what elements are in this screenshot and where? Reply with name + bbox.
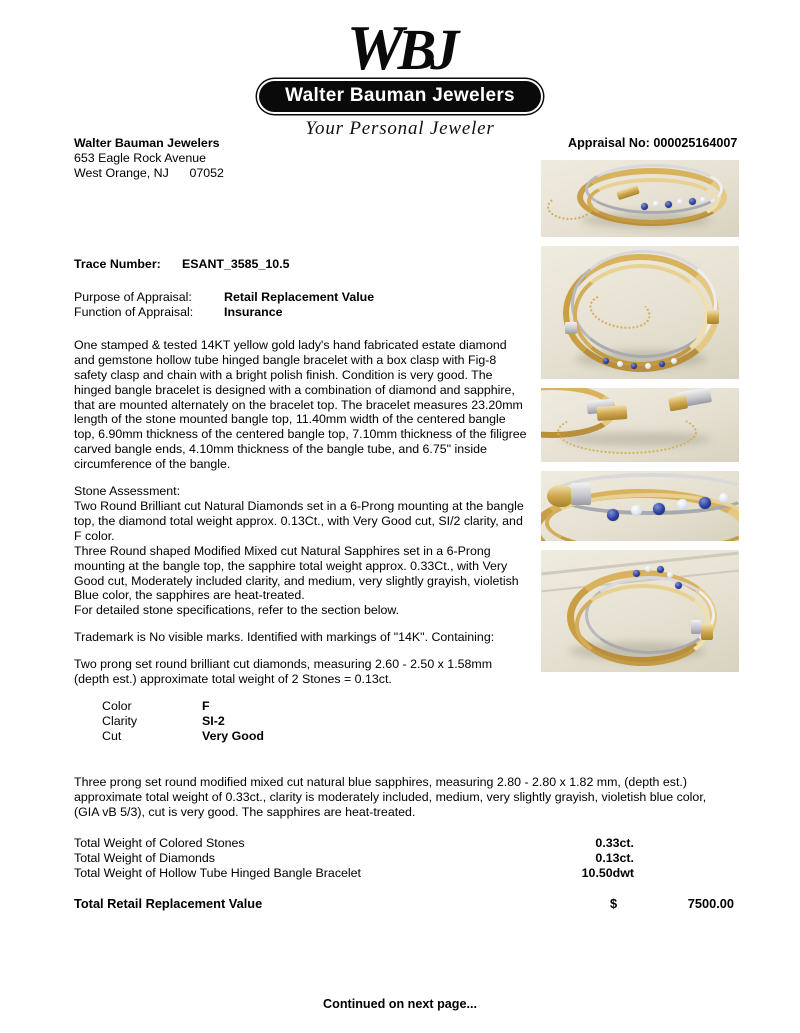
table-row xyxy=(102,714,529,729)
total-label: Total Weight of Hollow Tube Hinged Bangle Bracelet xyxy=(74,865,361,880)
stone-assessment-diamonds: Two Round Brilliant cut Natural Diamonds set in a 6-Prong mounting at the bangle top, the diamond total weight approx. 0.13Ct., with Very Good cut, SI/2 clarity, and F color. xyxy=(74,499,524,543)
table-row xyxy=(102,729,529,744)
photo-bangle-full-circle xyxy=(541,246,739,379)
total-value: 0.33ct. xyxy=(595,836,634,850)
spec-value: SI-2 xyxy=(202,713,225,728)
function-label: Function of Appraisal: xyxy=(74,305,194,320)
grand-total-currency: $ xyxy=(610,896,618,911)
logo-monogram-b: B xyxy=(397,17,431,82)
grand-total-label: Total Retail Replacement Value xyxy=(74,896,263,911)
table-row xyxy=(102,699,529,714)
function-value: Insurance xyxy=(224,305,283,320)
trace-number-value: ESANT_3585_10.5 xyxy=(182,257,290,272)
item-description: One stamped & tested 14KT yellow gold lady's hand fabricated estate diamond and gemstone hollow tube hinged bangle bracelet with a box clasp with Fig-8 safety clasp and chain with a bright polish finish. Condition is very good. The hinged bangle bracelet is designed with a combination of diamond and sapphire, that are mounted alternately on the bracelet top. The bracelet measures 23.20mm length of the stone mounted bangle top, 11.40mm width of the centered bangle top, 6.90mm thickness of the centered bangle top, 7.10mm thickness of the filigree carved bangle ends, 4.10mm thickness of the bangle tube, and 6.75" inside circumference of the bangle. xyxy=(74,337,527,472)
total-label: Total Weight of Diamonds xyxy=(74,850,215,865)
purpose-label: Purpose of Appraisal: xyxy=(74,290,192,305)
total-label: Total Weight of Colored Stones xyxy=(74,836,245,850)
logo-monogram-w: W xyxy=(346,12,398,83)
total-value: 0.13ct. xyxy=(595,850,634,865)
spec-key: Color xyxy=(102,698,132,713)
stone-assessment-heading: Stone Assessment: xyxy=(74,484,181,499)
table-row xyxy=(74,836,634,851)
totals-table xyxy=(74,836,634,881)
purpose-value: Retail Replacement Value xyxy=(224,290,375,305)
photo-stone-top-closeup xyxy=(541,471,739,541)
logo-monogram-j: J xyxy=(430,17,454,82)
company-address-block xyxy=(74,136,529,181)
photo-clasp-chain-detail xyxy=(541,388,739,462)
diamond-spec-table xyxy=(102,699,529,744)
appraisal-number: Appraisal No: 000025164007 xyxy=(568,136,738,150)
table-row xyxy=(74,851,634,866)
photo-bangle-top-view xyxy=(541,160,739,237)
spec-key: Clarity xyxy=(102,713,138,728)
page-footer: Continued on next page... xyxy=(323,997,477,1011)
trademark-line: Trademark is No visible marks. Identified with markings of "14K". Containing: xyxy=(74,630,495,645)
grand-total-amount: 7500.00 xyxy=(687,896,734,911)
spec-key: Cut xyxy=(102,728,122,743)
spec-value: F xyxy=(202,698,210,713)
trace-number-row xyxy=(74,257,529,272)
logo-company-name: Walter Bauman Jewelers xyxy=(259,81,541,112)
grand-total-row xyxy=(74,896,734,911)
logo-tagline: Your Personal Jeweler xyxy=(305,117,495,139)
trace-number-label: Trace Number: xyxy=(74,257,161,272)
company-logo xyxy=(0,12,800,140)
stone-assessment-reference: For detailed stone specifications, refer to the section below. xyxy=(74,603,400,618)
spec-value: Very Good xyxy=(202,728,264,743)
function-row xyxy=(74,305,529,320)
total-value: 10.50dwt xyxy=(581,865,634,880)
stone-assessment-sapphires: Three Round shaped Modified Mixed cut Natural Sapphires set in a 6-Prong mounting at the bangle top, the sapphire total weight approx. 0.33Ct., with Very Good cut, Moderately included clarity, and medium, very slightly grayish, violetish Blue color, the sapphires are heat-treated. xyxy=(74,543,519,603)
document-body xyxy=(74,136,529,744)
diamond-detail-paragraph: Two prong set round brilliant cut diamonds, measuring 2.60 - 2.50 x 1.58mm (depth est.) approximate total weight of 2 Stones = 0.13ct. xyxy=(74,657,493,687)
purpose-row xyxy=(74,290,529,305)
sapphire-detail-paragraph: Three prong set round modified mixed cut natural blue sapphires, measuring 2.80 - 2.80 x 1.82 mm, (depth est.) approximate total weight of 0.33ct., clarity is moderately included, medium, very slightly grayish, violetish blue color, (GIA vB 5/3), cut is very good. The sapphires are heat-treated. xyxy=(74,775,707,819)
photo-gallery xyxy=(541,160,739,681)
company-name: Walter Bauman Jewelers xyxy=(74,136,220,150)
company-city-state-zip: West Orange, NJ 07052 xyxy=(74,166,224,181)
logo-monogram xyxy=(346,12,454,83)
table-row xyxy=(74,866,634,881)
company-street: 653 Eagle Rock Avenue xyxy=(74,151,207,166)
photo-bangle-angled-view xyxy=(541,550,739,672)
